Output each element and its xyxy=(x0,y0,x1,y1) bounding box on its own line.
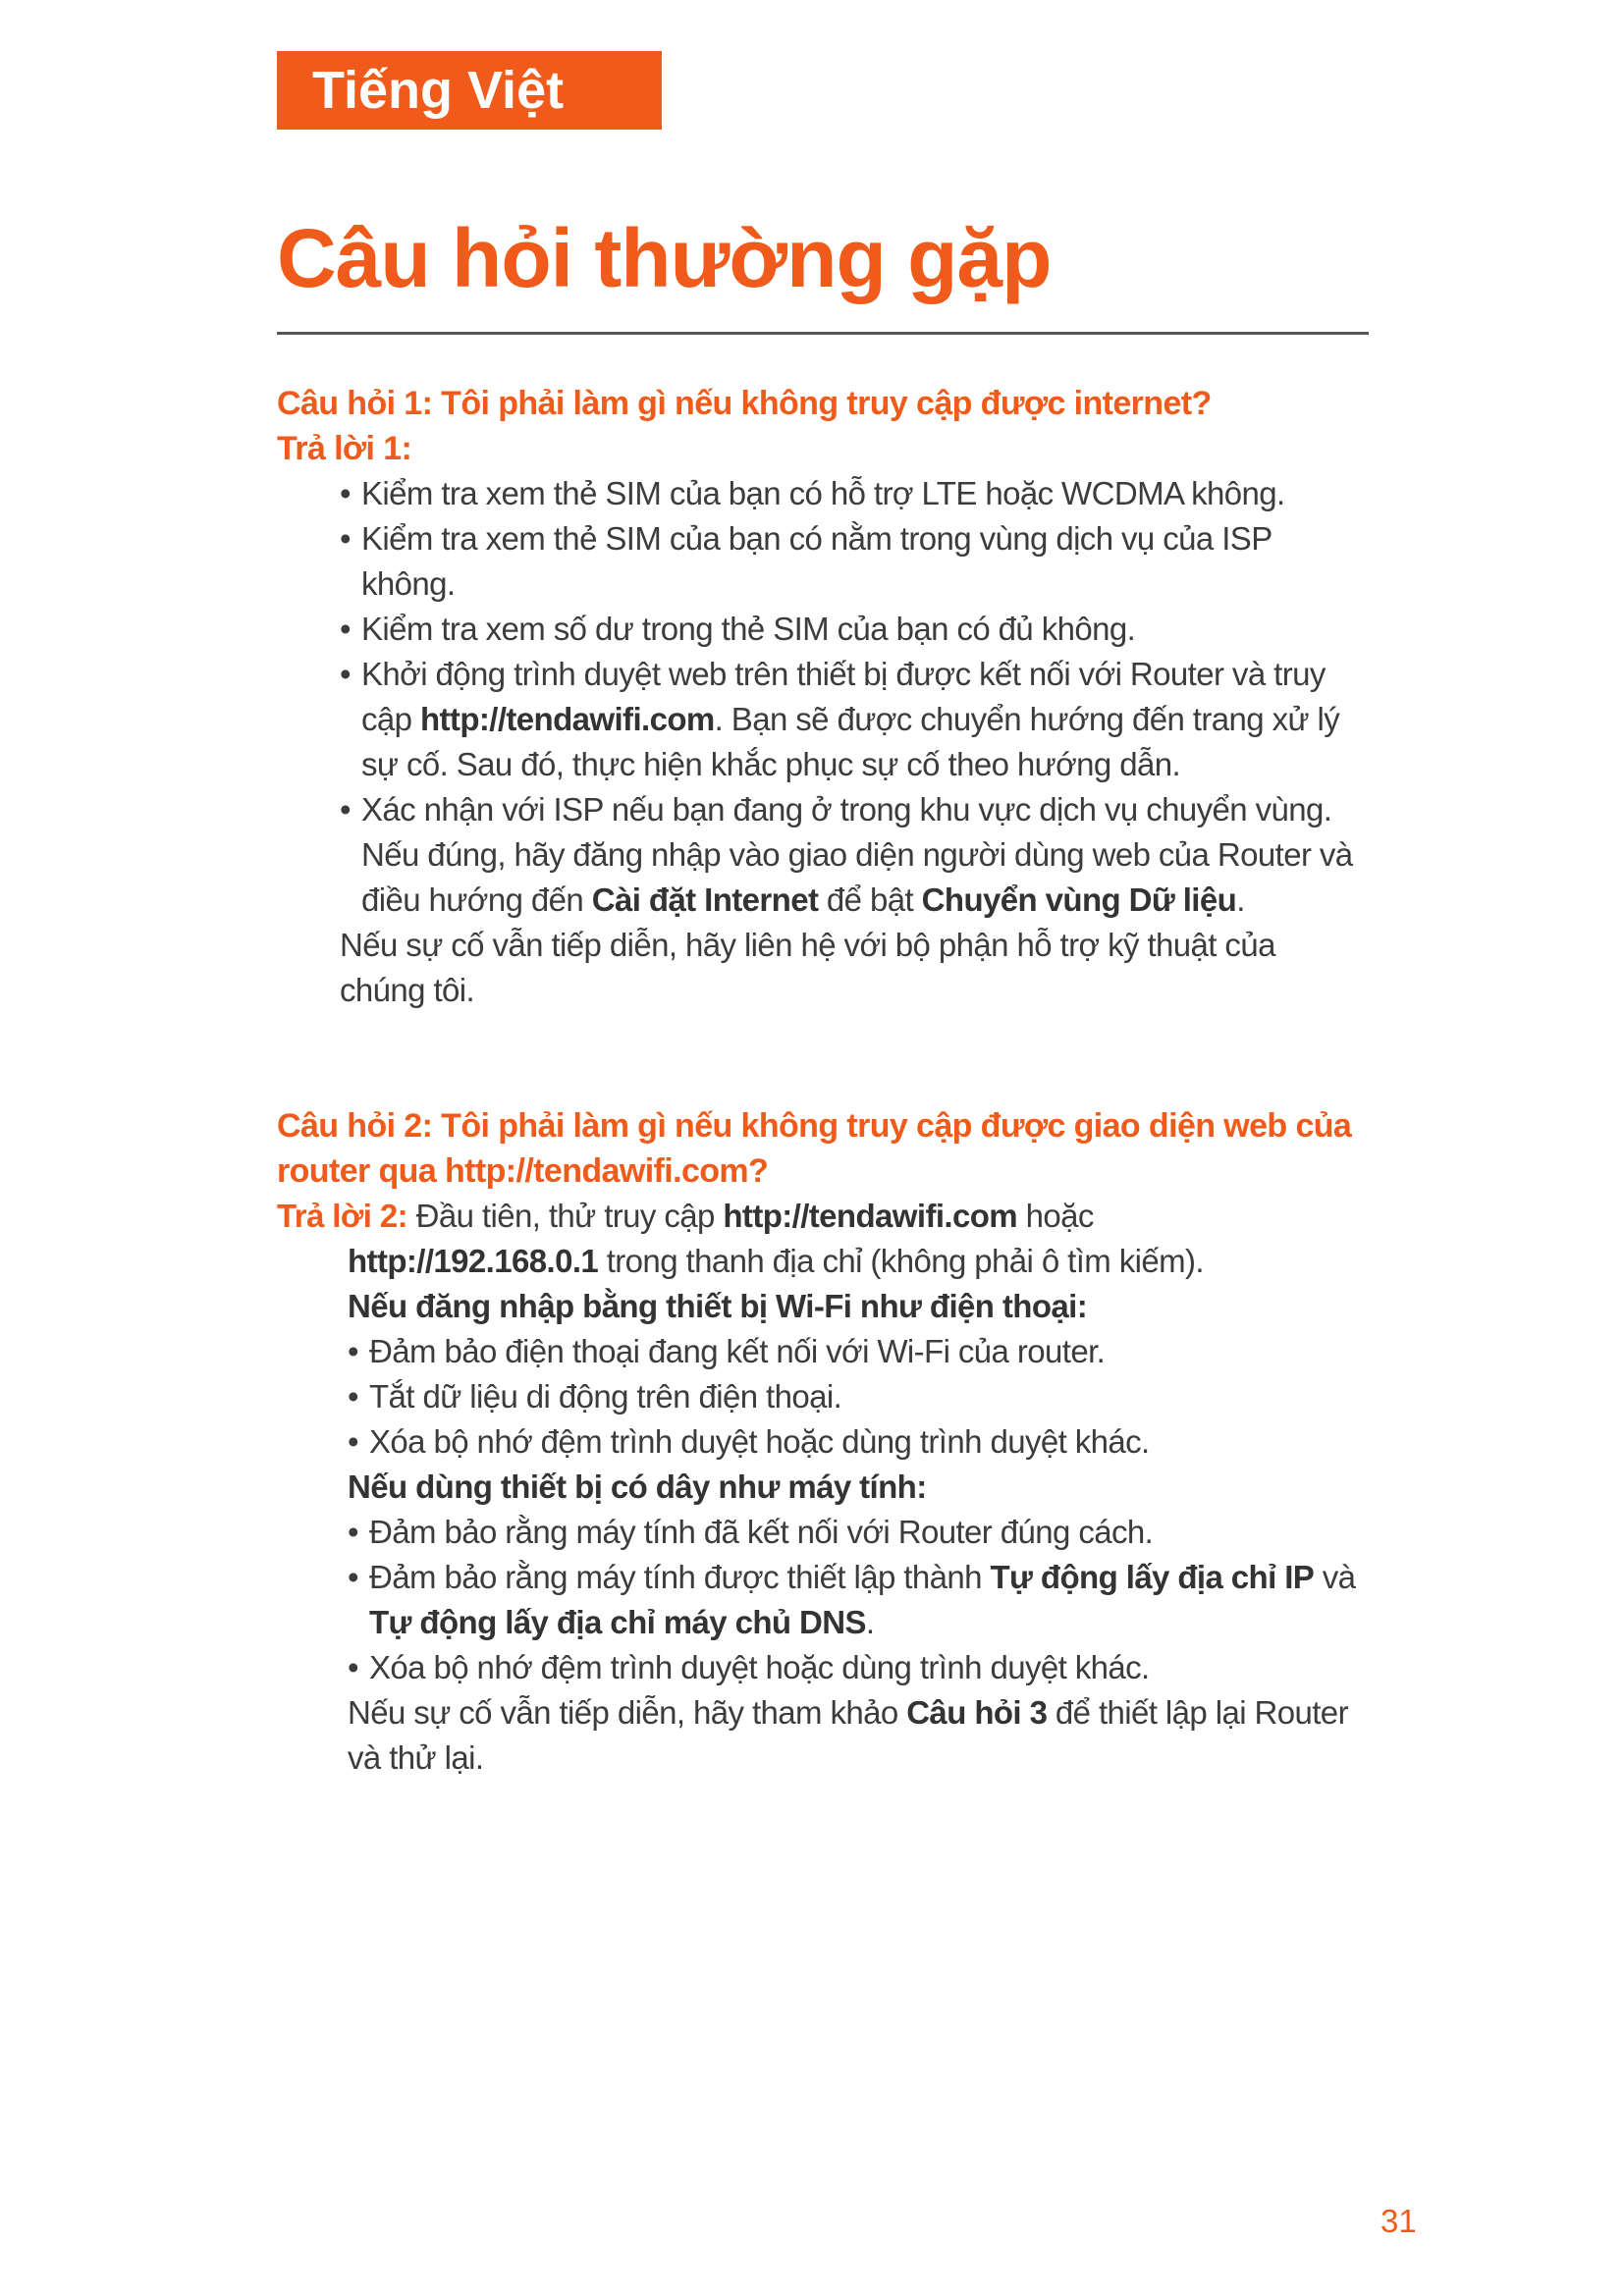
list-item xyxy=(340,652,1369,787)
wifi-device-heading: Nếu đăng nhập bằng thiết bị Wi-Fi như điện thoại: xyxy=(348,1288,1088,1324)
list-item-text: . xyxy=(865,1604,875,1640)
question-3-reference: Câu hỏi 3 xyxy=(906,1694,1048,1731)
answer-1-closing: Nếu sự cố vẫn tiếp diễn, hãy liên hệ với bộ phận hỗ trợ kỹ thuật của chúng tôi. xyxy=(340,927,1275,1008)
list-item-text: Xác nhận với ISP nếu bạn đang ở trong khu vực dịch vụ chuyển vùng. Nếu đúng, hãy đăng nhập vào giao diện người dùng web của Router và điều hướng đến xyxy=(361,791,1353,918)
answer-2-text: trong thanh địa chỉ (không phải ô tìm kiếm). xyxy=(598,1243,1204,1279)
faq-section-2 xyxy=(277,1103,1369,1781)
answer-2-body xyxy=(277,1239,1369,1781)
list-item: • Kiểm tra xem thẻ SIM của bạn có hỗ trợ LTE hoặc WCDMA không. xyxy=(340,471,1369,516)
faq-section-1 xyxy=(277,381,1369,1013)
list-item-text: . Bạn sẽ được chuyển hướng đến trang xử lý sự cố. Sau đó, thực hiện khắc phục sự cố theo hướng dẫn. xyxy=(361,701,1340,782)
page-number: 31 xyxy=(1380,2203,1417,2239)
ip-address-link[interactable]: http://192.168.0.1 xyxy=(348,1243,599,1279)
faq-content xyxy=(277,381,1369,1781)
answer-2-intro-cont xyxy=(348,1239,1369,1284)
answer-2-intro xyxy=(277,1194,1369,1239)
tendawifi-link[interactable]: http://tendawifi.com xyxy=(419,701,715,737)
list-item-text: Khởi động trình duyệt web trên thiết bị được kết nối với Router và truy cập xyxy=(361,656,1326,737)
answer-1-label: Trả lời 1: xyxy=(277,430,412,467)
internet-settings-term: Cài đặt Internet xyxy=(591,881,819,918)
answer-2-text: Đầu tiên, thử truy cập xyxy=(407,1198,724,1234)
auto-dns-term: Tự động lấy địa chỉ máy chủ DNS xyxy=(369,1604,866,1640)
list-item: • Đảm bảo điện thoại đang kết nối với Wi-Fi của router. xyxy=(348,1329,1369,1374)
wired-device-list xyxy=(348,1510,1369,1690)
data-roaming-term: Chuyển vùng Dữ liệu xyxy=(921,881,1237,918)
answer-1-list xyxy=(340,471,1369,923)
list-item xyxy=(340,787,1369,923)
answer-2-closing xyxy=(348,1690,1369,1781)
answer-2-text: hoặc xyxy=(1017,1198,1094,1234)
page-title: Câu hỏi thường gặp xyxy=(277,212,1052,304)
answer-2-label: Trả lời 2: xyxy=(277,1198,408,1234)
closing-text: để thiết lập lại Router và thử lại. xyxy=(348,1694,1348,1776)
list-item: • Kiểm tra xem thẻ SIM của bạn có nằm trong vùng dịch vụ của ISP không. xyxy=(340,516,1369,607)
language-badge: Tiếng Việt xyxy=(277,51,662,130)
list-item-text: Đảm bảo rằng máy tính được thiết lập thành xyxy=(369,1559,991,1595)
list-item-text: để bật xyxy=(818,881,922,918)
list-item-text: . xyxy=(1236,881,1245,918)
tendawifi-link[interactable]: http://tendawifi.com xyxy=(723,1198,1018,1234)
question-1-heading: Câu hỏi 1: Tôi phải làm gì nếu không truy cập được internet? xyxy=(277,385,1212,422)
list-item xyxy=(348,1555,1369,1645)
answer-1-body xyxy=(277,471,1369,1013)
list-item: • Xóa bộ nhớ đệm trình duyệt hoặc dùng trình duyệt khác. xyxy=(348,1645,1369,1690)
closing-text: Nếu sự cố vẫn tiếp diễn, hãy tham khảo xyxy=(348,1694,907,1731)
list-item: • Tắt dữ liệu di động trên điện thoại. xyxy=(348,1374,1369,1419)
auto-ip-term: Tự động lấy địa chỉ IP xyxy=(990,1559,1315,1595)
title-divider xyxy=(277,332,1369,335)
wifi-device-list xyxy=(348,1329,1369,1465)
question-2-heading: Câu hỏi 2: Tôi phải làm gì nếu không truy cập được giao diện web của router qua http://tendawifi.com? xyxy=(277,1107,1352,1190)
list-item-text: và xyxy=(1314,1559,1356,1595)
list-item: • Kiểm tra xem số dư trong thẻ SIM của bạn có đủ không. xyxy=(340,607,1369,652)
section-spacer xyxy=(277,1013,1369,1103)
list-item: • Đảm bảo rằng máy tính đã kết nối với Router đúng cách. xyxy=(348,1510,1369,1555)
list-item: • Xóa bộ nhớ đệm trình duyệt hoặc dùng trình duyệt khác. xyxy=(348,1419,1369,1465)
wired-device-heading: Nếu dùng thiết bị có dây như máy tính: xyxy=(348,1468,927,1505)
